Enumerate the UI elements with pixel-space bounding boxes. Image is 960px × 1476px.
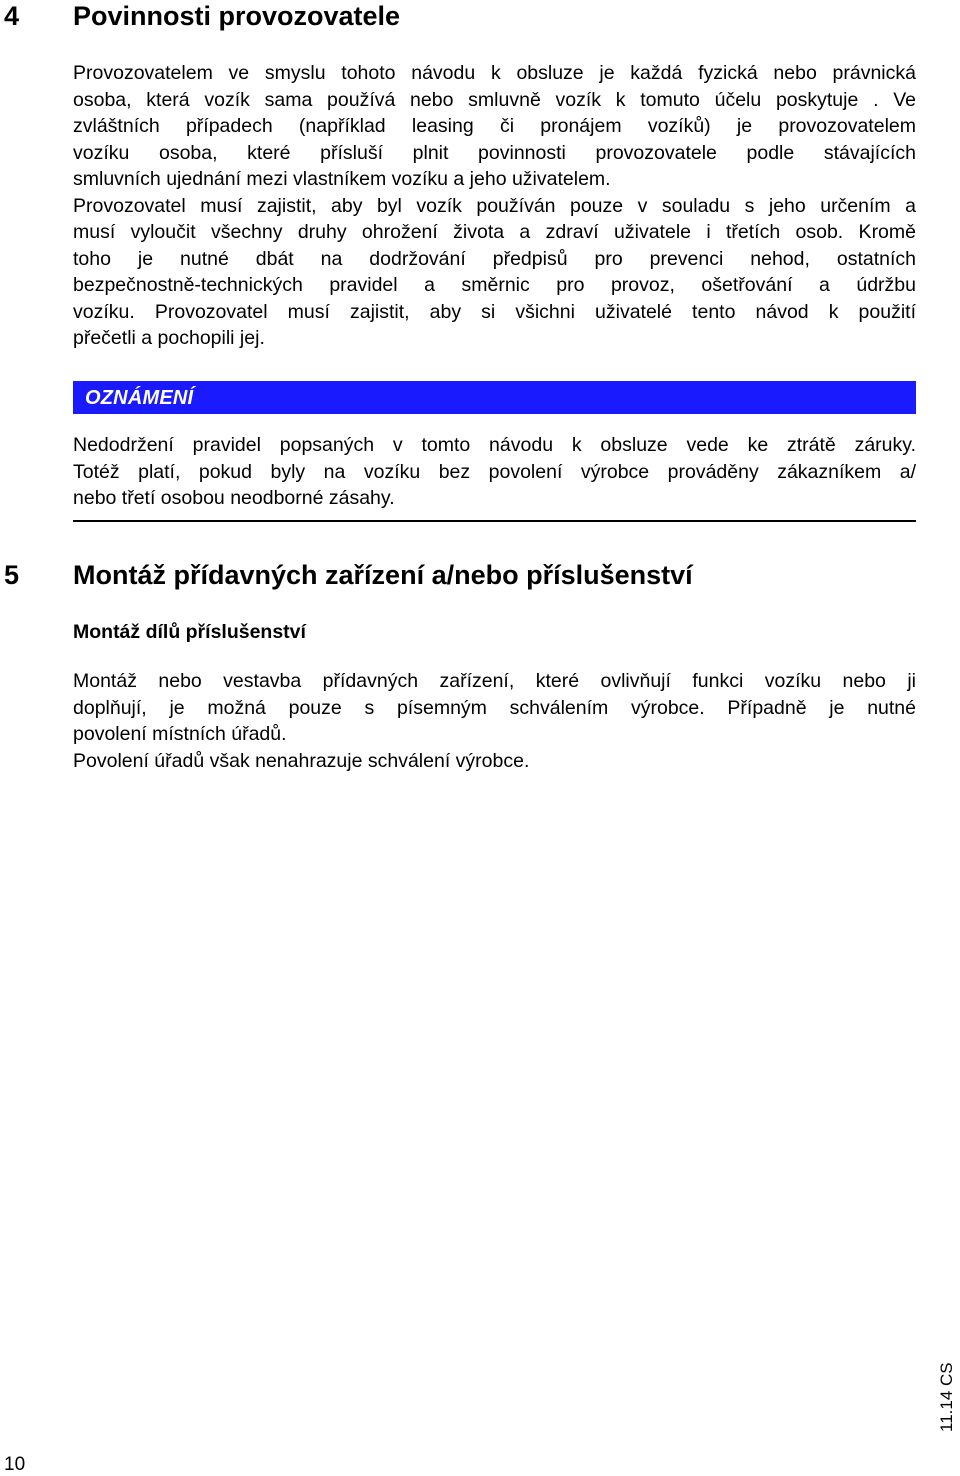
paragraph-line: Povolení úřadů však nenahrazuje schválení výrobce.: [73, 749, 530, 772]
paragraph-line: Provozovatelem ve smyslu tohoto návodu k obsluze je každá fyzická nebo právnická: [73, 62, 916, 84]
section-5-paragraph: [73, 668, 916, 774]
notice-banner: [73, 381, 916, 414]
section-5-title: Montáž přídavných zařízení a/nebo příslušenství: [73, 560, 693, 590]
section-5-subheading: Montáž dílů příslušenství: [73, 621, 306, 643]
section-4-title: Povinnosti provozovatele: [73, 1, 401, 31]
paragraph-line: doplňují, je možná pouze s písemným schválením výrobce. Případně je nutné: [73, 696, 916, 719]
notice-label: OZNÁMENÍ: [85, 387, 194, 409]
section-4-paragraph: [73, 60, 916, 352]
paragraph-line: osoba, která vozík sama používá nebo smluvně vozík k tomuto účelu poskytuje . Ve: [73, 88, 916, 111]
paragraph-line: bezpečnostně-technických pravidel a směrnic pro provoz, ošetřování a údržbu: [73, 274, 916, 296]
section-4-number: 4: [4, 1, 20, 31]
document-version: 11.14 CS: [937, 1362, 956, 1432]
paragraph-line: povolení místních úřadů.: [73, 723, 287, 745]
notice-line: Nedodržení pravidel popsaných v tomto návodu k obsluze vede ke ztrátě záruky.: [73, 434, 916, 456]
paragraph-line: musí vyloučit všechny druhy ohrožení života a zdraví uživatele i třetích osob. Kromě: [73, 221, 916, 243]
paragraph-line: vozíku. Provozovatel musí zajistit, aby si všichni uživatelé tento návod k použití: [73, 300, 916, 323]
paragraph-line: Provozovatel musí zajistit, aby byl vozík používán pouze v souladu s jeho určením a: [73, 194, 916, 217]
notice-line: Totéž platí, pokud byly na vozíku bez povolení výrobce prováděny zákazníkem a/: [73, 460, 916, 483]
paragraph-line: smluvních ujednání mezi vlastníkem vozíku a jeho uživatelem.: [73, 168, 611, 190]
paragraph-line: vozíku osoba, které přísluší plnit povinnosti provozovatele podle stávajících: [73, 141, 916, 164]
paragraph-line: přečetli a pochopili jej.: [73, 327, 265, 349]
paragraph-line: zvláštních případech (například leasing či pronájem vozíků) je provozovatelem: [73, 115, 916, 137]
notice-text: [73, 432, 916, 512]
notice-line: nebo třetí osobou neodborné zásahy.: [73, 487, 395, 509]
page-number: 10: [4, 1454, 26, 1475]
notice-divider: [73, 520, 916, 522]
paragraph-line: Montáž nebo vestavba přídavných zařízení, které ovlivňují funkci vozíku nebo ji: [73, 670, 916, 692]
paragraph-line: toho je nutné dbát na dodržování předpisů pro prevenci nehod, ostatních: [73, 247, 916, 270]
section-5-number: 5: [4, 560, 20, 590]
